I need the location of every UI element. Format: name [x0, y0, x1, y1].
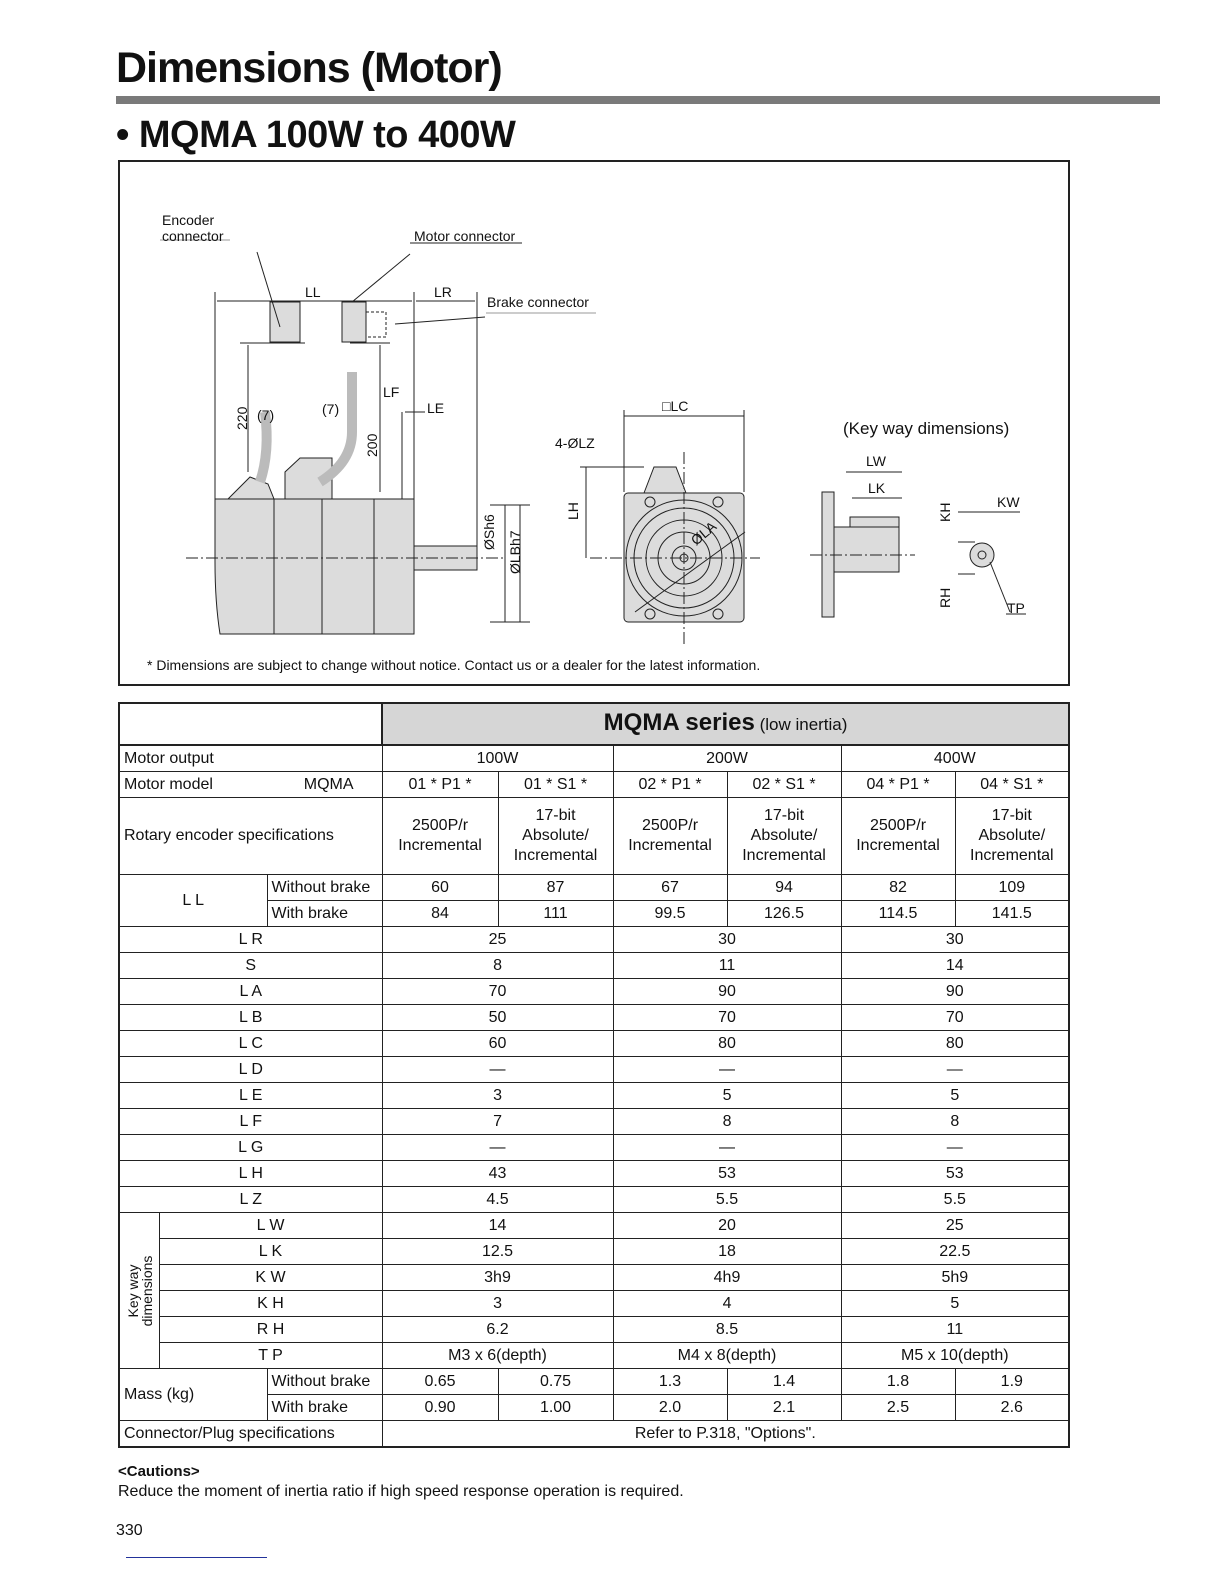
keyway-group-text: Key way dimensions [125, 1255, 155, 1326]
row-label: K H [159, 1291, 382, 1317]
keyway-title: (Key way dimensions) [843, 419, 1010, 438]
cell-value: 90 [841, 979, 1069, 1005]
cell-value: 8.5 [613, 1317, 841, 1343]
row-label: L Z [119, 1187, 382, 1213]
cell-value: 4 [613, 1291, 841, 1317]
cell-value: 8 [613, 1109, 841, 1135]
cell-value: 6.2 [382, 1317, 613, 1343]
dim-220: 220 [234, 406, 250, 430]
dim-TP: TP [1007, 600, 1025, 616]
cell-value: 5 [841, 1083, 1069, 1109]
dimension-row [119, 979, 1069, 1005]
cell-value: M4 x 8(depth) [613, 1343, 841, 1369]
row-sublabel: Without brake [267, 1369, 382, 1395]
cell-value: 2.0 [613, 1395, 727, 1421]
mass-row [119, 1369, 1069, 1395]
row-label: Connector/Plug specifications [119, 1421, 382, 1448]
row-label: K W [159, 1265, 382, 1291]
dim-LH: LH [565, 502, 581, 520]
cell-value: 90 [613, 979, 841, 1005]
cell-value: 94 [727, 875, 841, 901]
cell-value: 1.9 [955, 1369, 1069, 1395]
cell-value: 25 [841, 1213, 1069, 1239]
cell-value: 43 [382, 1161, 613, 1187]
page-title: Dimensions (Motor) [116, 44, 502, 92]
dim-KW: KW [997, 494, 1020, 510]
row-label: L C [119, 1031, 382, 1057]
cell-value: 01 * S1 * [498, 772, 613, 798]
dim-LC: □LC [662, 398, 689, 414]
row-label: L A [119, 979, 382, 1005]
dim-LE: LE [427, 400, 445, 416]
dimension-row [119, 953, 1069, 979]
ll-row [119, 875, 1069, 901]
cell-value: 141.5 [955, 901, 1069, 927]
cell-value: 2.5 [841, 1395, 955, 1421]
cell-value: 5.5 [613, 1187, 841, 1213]
encoder-row [119, 798, 1069, 875]
keyway-row [119, 1265, 1069, 1291]
dimension-row [119, 1057, 1069, 1083]
row-label: L K [159, 1239, 382, 1265]
cell-value: 60 [382, 875, 498, 901]
cell-value: 20 [613, 1213, 841, 1239]
row-label: L H [119, 1161, 382, 1187]
cautions-text: Reduce the moment of inertia ratio if high speed response operation is required. [118, 1483, 684, 1500]
connector-row [119, 1421, 1069, 1448]
blank-corner [119, 703, 382, 745]
cell-value: 80 [841, 1031, 1069, 1057]
dim-LL: LL [305, 284, 321, 300]
dim-RH: RH [937, 587, 953, 608]
cell-value: — [613, 1135, 841, 1161]
cell-value: 84 [382, 901, 498, 927]
cell-value: 200W [613, 745, 841, 772]
cell-value: 5 [613, 1083, 841, 1109]
cell-value: 8 [841, 1109, 1069, 1135]
dimension-row [119, 1161, 1069, 1187]
keyway-row [119, 1213, 1069, 1239]
title-rule [116, 96, 1160, 104]
keyway-row [119, 1317, 1069, 1343]
row-label: T P [159, 1343, 382, 1369]
cell-value: 25 [382, 927, 613, 953]
cell-value: 30 [613, 927, 841, 953]
row-label: Mass (kg) [119, 1369, 267, 1421]
keyway-group-label [119, 1213, 159, 1369]
dim-LF: LF [383, 384, 400, 400]
row-sublabel: With brake [267, 1395, 382, 1421]
cell-value: 2.1 [727, 1395, 841, 1421]
cell-value: 0.90 [382, 1395, 498, 1421]
cell-value: 14 [841, 953, 1069, 979]
cell-value: 70 [613, 1005, 841, 1031]
cell-value: 3h9 [382, 1265, 613, 1291]
dimension-row [119, 1083, 1069, 1109]
row-label: L L [119, 875, 267, 927]
series-header [382, 703, 1069, 745]
dimension-row [119, 1031, 1069, 1057]
cell-value: 53 [613, 1161, 841, 1187]
cell-value: 2500P/r Incremental [382, 798, 498, 875]
cell-value: 67 [613, 875, 727, 901]
motor-connector-label: Motor connector [414, 228, 516, 244]
cell-value: 2500P/r Incremental [841, 798, 955, 875]
cautions-title: <Cautions> [118, 1463, 200, 1480]
cell-value: 109 [955, 875, 1069, 901]
row-label: L B [119, 1005, 382, 1031]
cell-value: 02 * S1 * [727, 772, 841, 798]
dim-200: 200 [364, 433, 380, 457]
keyway-row [119, 1343, 1069, 1369]
cell-value: 114.5 [841, 901, 955, 927]
cell-value: — [841, 1057, 1069, 1083]
row-label: R H [159, 1317, 382, 1343]
dim-LZ: 4-ØLZ [555, 435, 595, 451]
cell-value: 04 * P1 * [841, 772, 955, 798]
cell-value: 14 [382, 1213, 613, 1239]
brake-connector-label: Brake connector [487, 294, 589, 310]
cell-value: Refer to P.318, "Options". [382, 1421, 1069, 1448]
cell-value: 3 [382, 1083, 613, 1109]
series-name: MQMA series [603, 708, 755, 736]
keyway-view [810, 472, 1026, 617]
dim-LR: LR [434, 284, 452, 300]
cell-value: 5.5 [841, 1187, 1069, 1213]
cell-value: 60 [382, 1031, 613, 1057]
row-label [119, 772, 382, 798]
row-label: L D [119, 1057, 382, 1083]
cell-value: 01 * P1 * [382, 772, 498, 798]
cell-value: 04 * S1 * [955, 772, 1069, 798]
cell-value: 99.5 [613, 901, 727, 927]
cell-value: — [841, 1135, 1069, 1161]
row-label: L F [119, 1109, 382, 1135]
cell-value: 8 [382, 953, 613, 979]
cell-value: 87 [498, 875, 613, 901]
cell-value: — [613, 1057, 841, 1083]
dim-LW: LW [866, 453, 886, 469]
cell-value: 17-bit Absolute/ Incremental [955, 798, 1069, 875]
table-header-row [119, 703, 1069, 745]
cell-value: 18 [613, 1239, 841, 1265]
page-number: 330 [116, 1522, 143, 1539]
dimension-row [119, 1135, 1069, 1161]
cell-value: 0.65 [382, 1369, 498, 1395]
cell-value: 1.00 [498, 1395, 613, 1421]
cell-value: 5 [841, 1291, 1069, 1317]
cell-value: M5 x 10(depth) [841, 1343, 1069, 1369]
cell-value: 126.5 [727, 901, 841, 927]
motor-model-row [119, 772, 1069, 798]
cell-value: 70 [841, 1005, 1069, 1031]
dimension-row [119, 1109, 1069, 1135]
row-label: L G [119, 1135, 382, 1161]
cell-value: 1.3 [613, 1369, 727, 1395]
cell-value: 2500P/r Incremental [613, 798, 727, 875]
cell-value: 53 [841, 1161, 1069, 1187]
cell-value: 1.8 [841, 1369, 955, 1395]
cell-value: 111 [498, 901, 613, 927]
cell-value: 17-bit Absolute/ Incremental [498, 798, 613, 875]
cell-value: 2.6 [955, 1395, 1069, 1421]
row-label: L R [119, 927, 382, 953]
row-label: L E [119, 1083, 382, 1109]
row-label: S [119, 953, 382, 979]
cell-value: 22.5 [841, 1239, 1069, 1265]
cell-value: 1.4 [727, 1369, 841, 1395]
cell-value: 5h9 [841, 1265, 1069, 1291]
cell-value: 02 * P1 * [613, 772, 727, 798]
row-label: L W [159, 1213, 382, 1239]
motor-model-label: Motor model [124, 775, 213, 793]
motor-dimension-drawing [118, 160, 1070, 686]
cell-value: 30 [841, 927, 1069, 953]
motor-front-view [580, 410, 760, 647]
encoder-connector-label: Encoder [162, 212, 215, 228]
keyway-row [119, 1291, 1069, 1317]
cell-value: 400W [841, 745, 1069, 772]
spec-table [118, 702, 1070, 1448]
drawing-footnote: * Dimensions are subject to change without notice. Contact us or a dealer for the latest information. [147, 657, 761, 673]
dim-LA: ØLA [687, 518, 720, 549]
cell-value: 50 [382, 1005, 613, 1031]
cell-value: 0.75 [498, 1369, 613, 1395]
dim-LK: LK [868, 480, 886, 496]
cell-value: 4h9 [613, 1265, 841, 1291]
dim-Sh6: ØSh6 [481, 514, 497, 550]
dimension-row [119, 1187, 1069, 1213]
motor-output-row [119, 745, 1069, 772]
cell-value: 3 [382, 1291, 613, 1317]
cell-value: 7 [382, 1109, 613, 1135]
cell-value: M3 x 6(depth) [382, 1343, 613, 1369]
cell-value: — [382, 1057, 613, 1083]
dim-7b: (7) [322, 401, 340, 417]
cell-value: 11 [841, 1317, 1069, 1343]
footer-line [126, 1557, 267, 1558]
cell-value: 80 [613, 1031, 841, 1057]
section-title: • MQMA 100W to 400W [116, 114, 516, 156]
dim-7a: (7) [257, 407, 275, 423]
keyway-row [119, 1239, 1069, 1265]
encoder-connector-label-2: connector [162, 228, 224, 244]
cell-value: 17-bit Absolute/ Incremental [727, 798, 841, 875]
cell-value: — [382, 1135, 613, 1161]
dim-LBh7: ØLBh7 [507, 530, 523, 574]
row-sublabel: With brake [267, 901, 382, 927]
row-label: Motor output [119, 745, 382, 772]
cell-value: 70 [382, 979, 613, 1005]
dim-KH: KH [937, 502, 953, 522]
drawing-svg [120, 162, 1068, 684]
row-label: Rotary encoder specifications [119, 798, 382, 875]
cell-value: 11 [613, 953, 841, 979]
series-note: (low inertia) [754, 714, 848, 734]
motor-model-prefix: MQMA [303, 775, 354, 793]
cell-value: 12.5 [382, 1239, 613, 1265]
cell-value: 4.5 [382, 1187, 613, 1213]
dimension-row [119, 927, 1069, 953]
dimension-row [119, 1005, 1069, 1031]
cell-value: 82 [841, 875, 955, 901]
cell-value: 100W [382, 745, 613, 772]
row-sublabel: Without brake [267, 875, 382, 901]
